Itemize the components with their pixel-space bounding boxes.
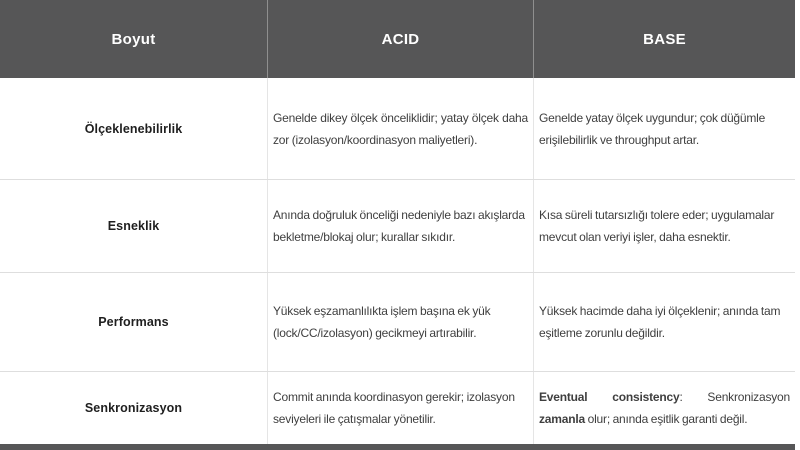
base-cell [533,78,795,179]
dimension-label: Senkronizasyon [84,401,183,415]
acid-cell-text: Genelde dikey ölçek önceliklidir; yatay ölçek daha zor (izolasyon/koordinasyon maliyetleri). [273,110,528,147]
acid-cell-text: Anında doğruluk önceliği nedeniyle bazı akışlarda bekletme/blokaj olur; kurallar sıkıdır. [273,208,525,244]
dimension-label: Performans [98,315,169,329]
base-cell [533,180,795,272]
acid-cell [267,372,533,444]
base-cell-text: Genelde yatay ölçek uygundur; çok düğümle erişilebilirlik ve throughput artar. [539,110,766,147]
acid-cell [267,180,533,272]
column-header-acid: ACID [267,0,533,78]
table-header-row [0,0,795,78]
acid-cell-text: Commit anında koordinasyon gerekir; izolasyon seviyeleri ile çatışmalar yönetilir. [273,390,515,426]
acid-cell [267,273,533,371]
base-cell [533,372,795,444]
next-section-header-partial [0,444,795,450]
base-cell-richtext: Eventual consistency: Senkronizasyon zamanla olur; anında eşitlik garanti değil. [539,390,790,426]
table-row-flexibility [0,179,795,272]
acid-cell-text: Yüksek eşzamanlılıkta işlem başına ek yük (lock/CC/izolasyon) gecikmeyi artırabilir. [273,304,491,340]
column-header-boyut: Boyut [111,30,156,48]
dimension-label: Ölçeklenebilirlik [84,121,183,136]
dimension-label: Esneklik [107,219,160,233]
acid-cell [267,78,533,179]
table-row-scalability [0,78,795,179]
column-header-base: BASE [533,0,795,78]
base-cell-text: Kısa süreli tutarsızlığı tolere eder; uygulamalar mevcut olan veriyi işler, daha esnektir. [539,208,775,244]
base-cell-text: Yüksek hacimde daha iyi ölçeklenir; anında tam eşitleme zorunlu değildir. [539,304,781,340]
base-cell [533,273,795,371]
table-row-performance [0,272,795,371]
table-row-synchronization [0,371,795,444]
